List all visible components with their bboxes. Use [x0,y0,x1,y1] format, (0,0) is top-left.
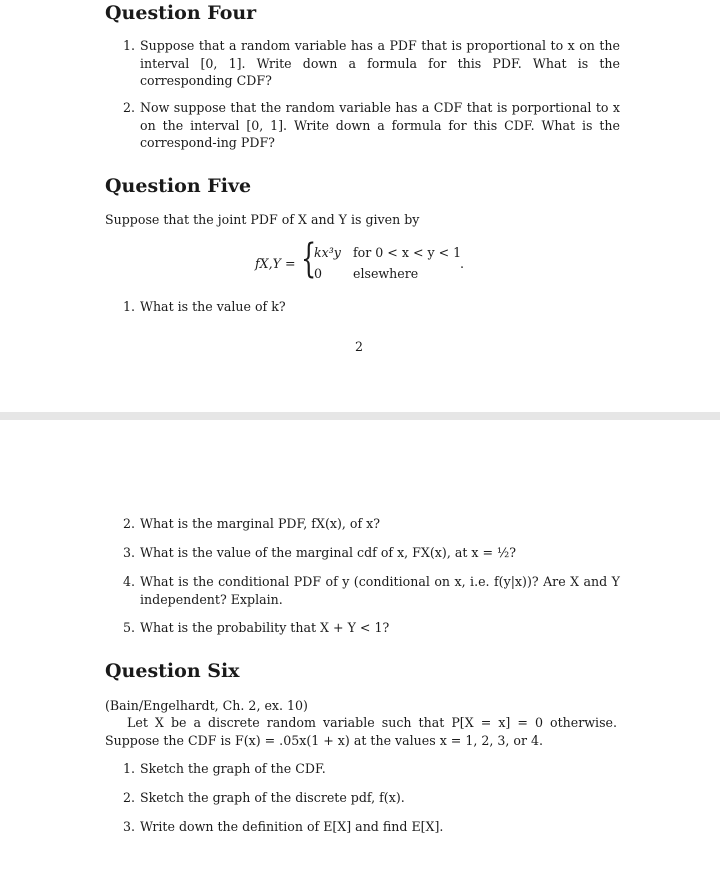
question-six-intro: Let X be a discrete random variable such that P[X = x] = 0 otherwise. Suppose the CDF is F(x) = .05x(1 + x) at the values x = 1, 2, 3, or 4. [105,715,617,748]
item-text: Sketch the graph of the CDF. [140,761,326,776]
case1-expression: kx³y [314,245,341,260]
page-separator [0,412,720,420]
item-number: 3. [123,545,136,560]
question-five-intro: Suppose that the joint PDF of X and Y is given by [105,212,420,227]
item-text: Now suppose that the random variable has a CDF that is porportional to x on the interval [0, 1]. Write down a formula for this CDF. What is the correspond-ing PDF? [140,100,620,150]
item-number: 4. [123,574,136,589]
item-number: 1. [123,38,136,53]
item-text: What is the conditional PDF of y (conditional on x, i.e. f(y|x))? Are X and Y independent? Explain. [140,574,620,607]
item-number: 5. [123,620,136,635]
document-page-2 [0,420,720,884]
document-page-1 [0,0,720,412]
item-text: What is the probability that X + Y < 1? [140,620,390,635]
case2-condition: elsewhere [353,266,419,281]
case2-expression: 0 [314,266,323,281]
page-number: 2 [355,339,364,354]
item-text: Suppose that a random variable has a PDF that is proportional to x on the interval [0, 1]. Write down a formula for this PDF. What is the corresponding CDF? [140,38,620,88]
item-text: Sketch the graph of the discrete pdf, f(x). [140,790,405,805]
item-text: What is the value of the marginal cdf of x, FX(x), at x = ½? [140,545,517,560]
item-text: What is the marginal PDF, fX(x), of x? [140,516,380,531]
equation-lhs: fX,Y = [255,256,296,271]
question-six-source: (Bain/Engelhardt, Ch. 2, ex. 10) [105,698,308,713]
item-number: 2. [123,516,136,531]
item-text: What is the value of k? [140,299,286,314]
equation-brace: { [301,236,317,282]
item-number: 2. [123,100,136,115]
joint-pdf-equation [255,236,485,283]
question-four-heading: Question Four [105,2,257,24]
question-six-heading: Question Six [105,660,240,682]
item-number: 3. [123,819,136,834]
item-text: Write down the definition of E[X] and find E[X]. [140,819,444,834]
item-number: 1. [123,299,136,314]
item-number: 2. [123,790,136,805]
item-number: 1. [123,761,136,776]
equation-period: . [460,256,465,271]
question-five-heading: Question Five [105,175,252,197]
case1-condition: for 0 < x < y < 1 [353,245,462,260]
